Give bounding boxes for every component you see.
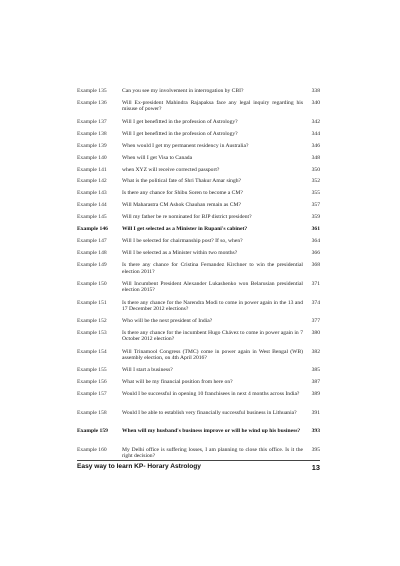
toc-question: Can you see my involvement in interrogation by CBI?	[122, 88, 244, 94]
toc-example-number: Example 141	[77, 166, 107, 173]
footer-divider	[77, 460, 320, 461]
toc-page-number: 382	[311, 348, 320, 355]
toc-page-number: 357	[311, 202, 320, 209]
toc-example-number: Example 154	[77, 348, 107, 355]
toc-question: Is there any chance for the incumbent Hugo Chávez to come in power again in 7 October 2012 election?	[122, 330, 303, 343]
toc-question: Would I be able to establish very financially successful business in Lithuania?	[122, 409, 297, 416]
toc-question: When will my husband's business improve or will he wind up his business?	[122, 428, 301, 435]
toc-question: My Delhi office is suffering losses, I am planning to close this office. Is it the right decision?	[122, 446, 303, 460]
toc-entry	[77, 300, 320, 318]
toc-question: Will my father be re nominated for BJP district president?	[122, 214, 252, 221]
toc-example-number: Example 147	[77, 238, 107, 245]
toc-entry	[77, 167, 320, 179]
toc-entry	[77, 281, 320, 299]
toc-question: Will I get benefitted in the profession of Astrology?	[122, 130, 238, 137]
toc-entry	[77, 250, 320, 262]
toc-entry	[77, 202, 320, 214]
toc-entry	[77, 367, 320, 379]
toc-question: When would I get my permanent residency in Australia?	[122, 142, 249, 149]
toc-example-number: Example 135	[77, 88, 107, 94]
toc-page-number: 340	[311, 99, 320, 106]
toc-page-number: 371	[311, 280, 320, 287]
toc-question: Will I be selected for chairmanship post? If so, when?	[122, 238, 243, 245]
toc-page-number: 355	[311, 190, 320, 197]
toc-question: Is there any chance for the Narendra Modi to come in power again in the 13 and 17 December 2012 elections?	[122, 299, 303, 312]
toc-example-number: Example 159	[77, 428, 108, 435]
toc-page-number: 391	[311, 409, 320, 416]
toc-example-number: Example 160	[77, 446, 107, 453]
toc-page-number: 366	[311, 250, 320, 257]
toc-entry	[77, 100, 320, 118]
toc-page-number: 359	[311, 214, 320, 221]
toc-example-number: Example 145	[77, 214, 107, 221]
toc-entry	[77, 131, 320, 143]
toc-page-number: 346	[311, 142, 320, 149]
toc-page-number: 393	[311, 428, 320, 435]
page-footer	[77, 463, 320, 472]
toc-question: When will I get Visa to Canada	[122, 154, 193, 161]
toc-entry	[77, 88, 320, 100]
toc-page-number: 377	[311, 318, 320, 325]
toc-question: Will Incumbent President Alexander Lukashenko won Belarusian presidential election 2015?	[122, 280, 303, 294]
toc-page-number: 364	[311, 238, 320, 245]
toc-entry	[77, 214, 320, 226]
toc-entry	[77, 190, 320, 202]
toc-question: when XYZ will receive corrected passport?	[122, 166, 220, 173]
toc-question: Will Ex-president Mahindra Rajapaksa face any legal inquiry regarding his misuse of power?	[122, 99, 303, 113]
toc-page-number: 374	[311, 299, 320, 306]
toc-entry	[77, 143, 320, 155]
toc-entry	[77, 155, 320, 167]
toc-question: What is the political fate of Shri Thakur Amar singh?	[122, 178, 242, 185]
toc-example-number: Example 149	[77, 262, 107, 269]
toc-example-number: Example 144	[77, 202, 107, 209]
toc-question: Will Trinamool Congress (TMC) come in power again in West Bengal (WB) assembly election, on 4th April 2016?	[122, 348, 303, 361]
toc-question: Is there any chance for Cristina Fernandez Kirchner to win the presidential election 2011?	[122, 262, 303, 275]
toc-page-number: 380	[311, 330, 320, 337]
toc-page-number: 338	[311, 88, 320, 94]
toc-example-number: Example 151	[77, 299, 107, 306]
toc-question: Will Maharastra CM Ashok Chauhan remain as CM?	[122, 202, 241, 209]
toc-page-number: 385	[311, 367, 320, 374]
toc-entry	[77, 330, 320, 348]
toc-entry	[77, 119, 320, 131]
toc-entry	[77, 318, 320, 330]
toc-entry	[77, 226, 320, 238]
toc-entry	[77, 410, 320, 428]
toc-example-number: Example 146	[77, 226, 108, 233]
toc-question: Is there any chance for Shibu Soren to become a CM?	[122, 190, 243, 197]
toc-page-number: 352	[311, 178, 320, 185]
table-of-contents	[77, 88, 320, 466]
toc-entry	[77, 379, 320, 391]
toc-example-number: Example 156	[77, 379, 107, 386]
toc-page-number: 361	[311, 226, 320, 233]
toc-question: Will I get selected as a Minister in Rupani's cabinet?	[122, 226, 248, 233]
toc-example-number: Example 158	[77, 409, 107, 416]
toc-example-number: Example 152	[77, 318, 107, 325]
toc-page-number: 342	[311, 118, 320, 125]
toc-question: Will I start a business?	[122, 367, 173, 374]
toc-entry	[77, 428, 320, 446]
toc-page-number: 368	[311, 262, 320, 269]
toc-entry	[77, 262, 320, 280]
footer-page-number: 13	[311, 463, 320, 472]
toc-page-number: 348	[311, 154, 320, 161]
toc-example-number: Example 137	[77, 118, 107, 125]
toc-example-number: Example 155	[77, 367, 107, 374]
toc-page-number: 389	[311, 391, 320, 398]
toc-question: Will I be selected as a Minister within two months?	[122, 250, 238, 257]
toc-example-number: Example 143	[77, 190, 107, 197]
toc-example-number: Example 157	[77, 391, 107, 398]
toc-question: Will I get benefitted in the profession of Astrology?	[122, 118, 238, 125]
toc-example-number: Example 142	[77, 178, 107, 185]
toc-example-number: Example 153	[77, 330, 107, 337]
toc-question: Who will be the next president of India?	[122, 318, 213, 325]
toc-example-number: Example 136	[77, 99, 107, 106]
toc-example-number: Example 139	[77, 142, 107, 149]
toc-question: What will be my financial position from here on?	[122, 379, 233, 386]
footer-book-title: Easy way to learn KP- Horary Astrology	[77, 463, 201, 470]
toc-entry	[77, 238, 320, 250]
toc-question: Would I be successful in opening 10 franchisees in next 4 months across India?	[122, 391, 300, 398]
toc-entry	[77, 178, 320, 190]
toc-entry	[77, 349, 320, 367]
toc-entry	[77, 391, 320, 409]
toc-example-number: Example 150	[77, 280, 107, 287]
toc-page-number: 395	[311, 446, 320, 453]
toc-page-number: 387	[311, 379, 320, 386]
toc-page-number: 344	[311, 130, 320, 137]
toc-example-number: Example 138	[77, 130, 107, 137]
toc-page-number: 350	[311, 166, 320, 173]
toc-example-number: Example 140	[77, 154, 107, 161]
toc-example-number: Example 148	[77, 250, 107, 257]
